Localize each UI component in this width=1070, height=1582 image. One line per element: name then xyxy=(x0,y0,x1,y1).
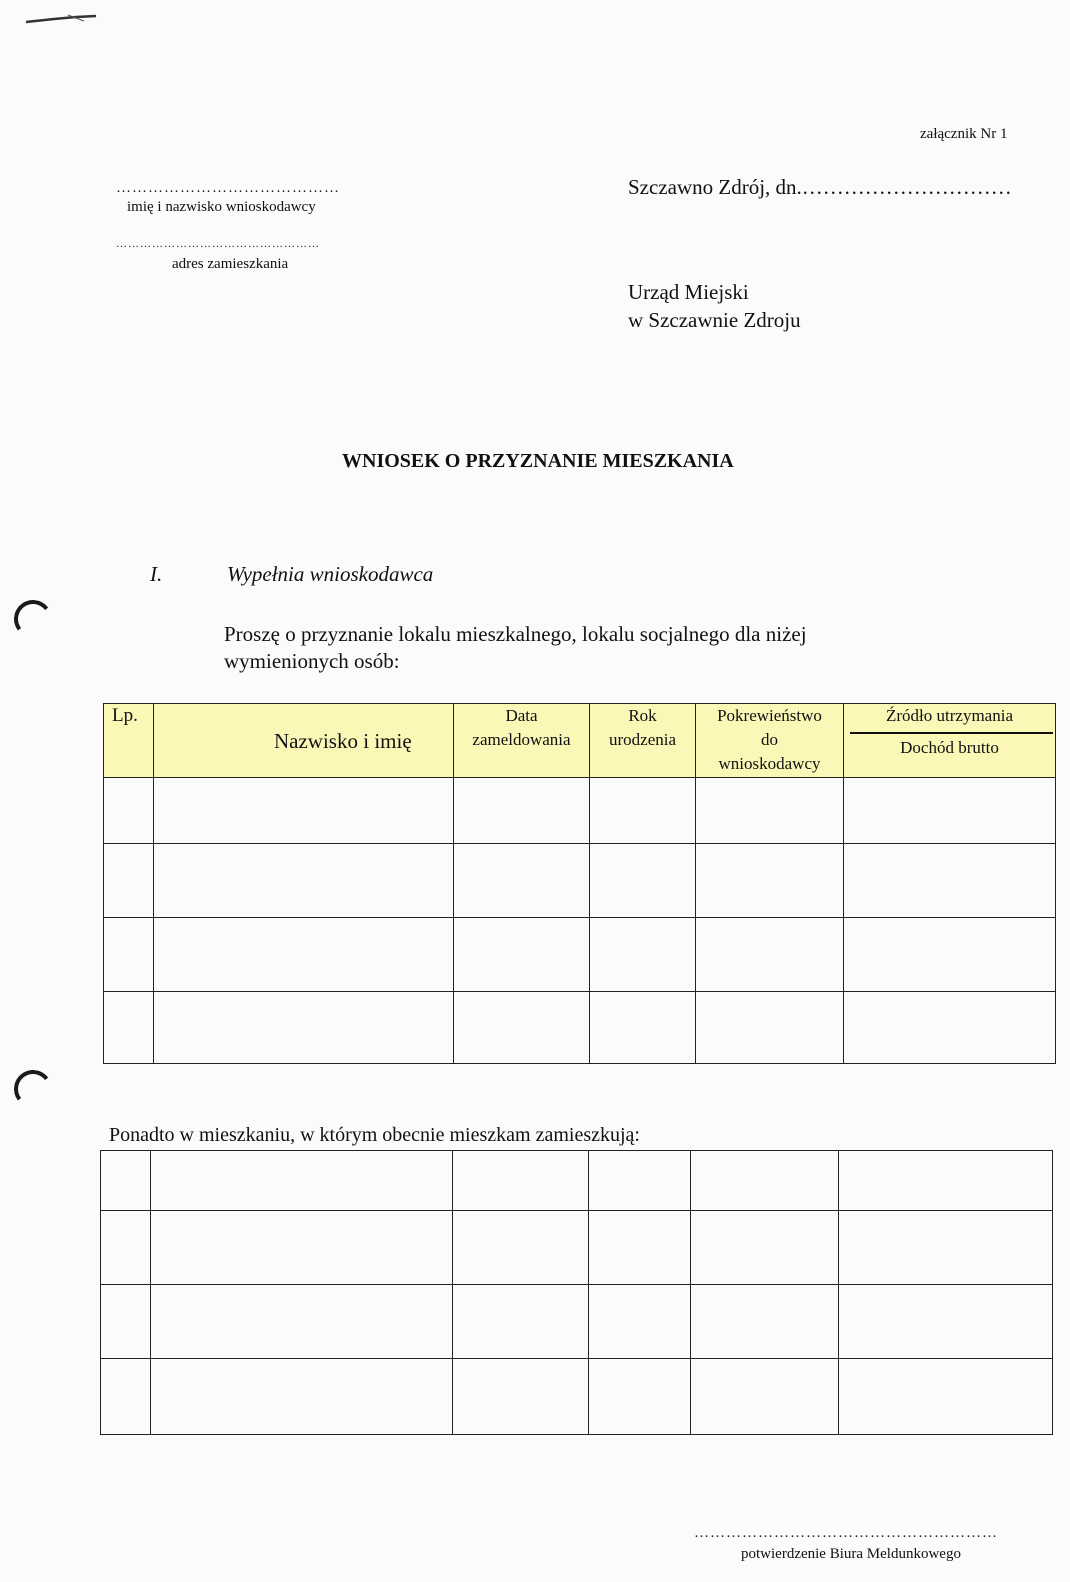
table-row xyxy=(101,1211,1053,1285)
registry-confirmation-label: potwierdzenie Biura Meldunkowego xyxy=(741,1546,961,1562)
punch-hole-top xyxy=(12,598,55,641)
address-dotted-line: …………………………………………… xyxy=(116,238,320,250)
punch-hole-bottom xyxy=(12,1068,55,1111)
header-income-divider xyxy=(850,732,1053,734)
applicant-name-label: imię i nazwisko wnioskodawcy xyxy=(127,199,316,215)
header-name: Nazwisko i imię xyxy=(154,704,454,778)
header-birth-year: Rok urodzenia xyxy=(590,704,696,778)
table-row xyxy=(104,918,1056,992)
other-residents-intro: Ponadto w mieszkaniu, w którym obecnie mieszkam zamieszkują: xyxy=(109,1124,640,1146)
table-row xyxy=(101,1285,1053,1359)
registry-confirmation-dotted-line: ………………………………………………… xyxy=(694,1525,998,1541)
table-row xyxy=(104,844,1056,918)
header-registration-date: Data zameldowania xyxy=(454,704,590,778)
header-lp: Lp. xyxy=(104,704,154,778)
section-number: I. xyxy=(150,562,163,586)
table-row xyxy=(101,1359,1053,1435)
other-residents-table xyxy=(100,1150,1053,1435)
office-location: w Szczawnie Zdroju xyxy=(628,308,801,332)
attachment-label: załącznik Nr 1 xyxy=(920,126,1008,142)
table-row xyxy=(104,778,1056,844)
header-income: Źródło utrzymania Dochód brutto xyxy=(844,704,1056,778)
header-relation: Pokrewieństwo do wnioskodawcy xyxy=(696,704,844,778)
form-title: WNIOSEK O PRZYZNANIE MIESZKANIA xyxy=(342,450,734,472)
table-row xyxy=(101,1151,1053,1211)
pen-scribble-mark xyxy=(24,14,98,24)
table-header-row xyxy=(104,704,1056,778)
applicant-name-dotted-line: …………………………………… xyxy=(116,180,340,196)
request-text-line1: Proszę o przyznanie lokalu mieszkalnego, lokalu socjalnego dla niżej xyxy=(224,622,807,646)
household-members-table xyxy=(103,703,1056,1064)
table-row xyxy=(104,992,1056,1064)
place-and-date: Szczawno Zdrój, dn.………………………… xyxy=(628,175,1012,199)
address-label: adres zamieszkania xyxy=(172,256,289,272)
request-text-line2: wymienionych osób: xyxy=(224,649,400,673)
section-heading: Wypełnia wnioskodawca xyxy=(227,562,434,586)
office-name: Urząd Miejski xyxy=(628,280,749,304)
